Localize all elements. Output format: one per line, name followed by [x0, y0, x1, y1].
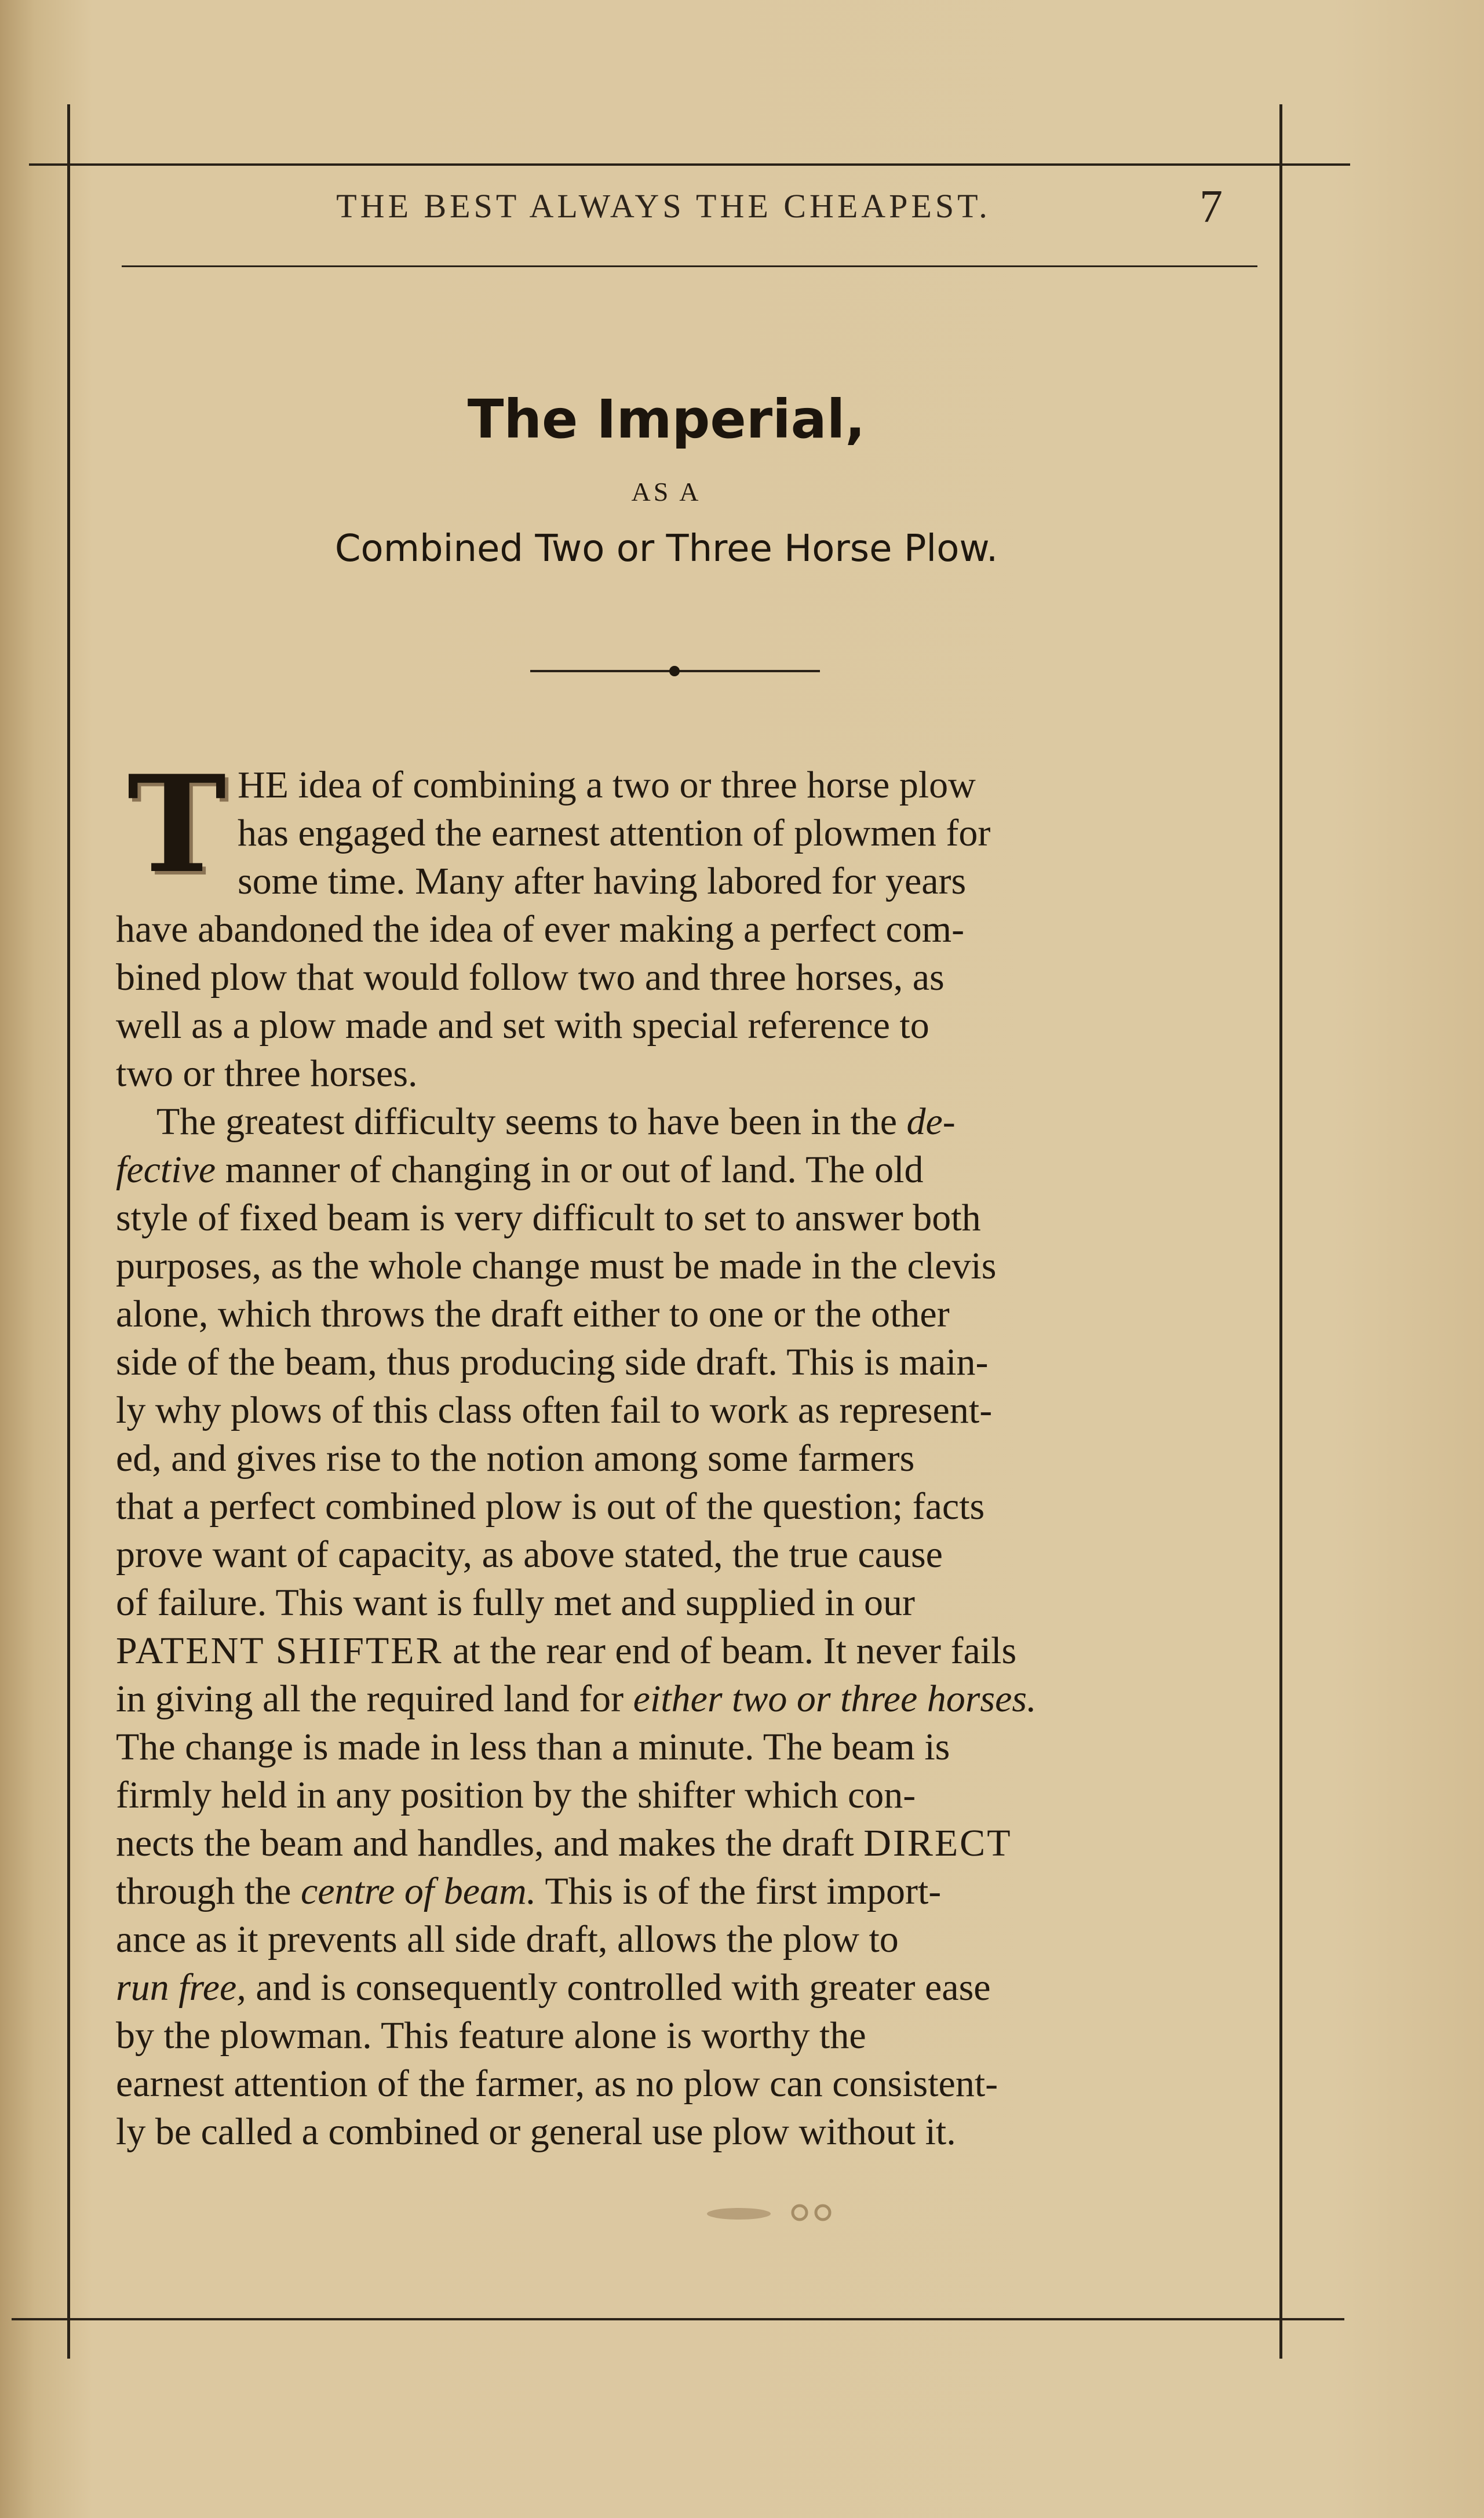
body-line: nects the beam and handles, and makes the draft DIRECT: [116, 1822, 1012, 1864]
body-line: in giving all the required land for either two or three horses.: [116, 1678, 1037, 1720]
body-line: earnest attention of the farmer, as no plow can consistent-: [116, 2062, 998, 2105]
body-line: ance as it prevents all side draft, allows the plow to: [116, 1918, 899, 1961]
body-line: two or three horses.: [116, 1052, 418, 1095]
title-connector: AS A: [631, 477, 702, 506]
body-line: that a perfect combined plow is out of the question; facts: [116, 1485, 985, 1528]
body-line: firmly held in any position by the shifter which con-: [116, 1774, 916, 1816]
top-border-rule: [29, 163, 1350, 166]
page-subtitle: Combined Two or Three Horse Plow.: [334, 527, 998, 570]
body-line: ly why plows of this class often fail to work as represent-: [116, 1389, 993, 1431]
title-ornament-rule: [530, 664, 820, 678]
running-head: THE BEST ALWAYS THE CHEAPEST.: [336, 187, 991, 225]
body-line: have abandoned the idea of ever making a perfect com-: [116, 908, 965, 950]
body-line: side of the beam, thus producing side draft. This is main-: [116, 1341, 989, 1383]
header-underline-rule: [122, 265, 1257, 267]
body-line: run free, and is consequently controlled with greater ease: [116, 1966, 991, 2009]
body-line: has engaged the earnest attention of plowmen for: [238, 812, 991, 854]
body-line: The change is made in less than a minute. The beam is: [116, 1726, 950, 1768]
body-line: style of fixed beam is very difficult to set to answer both: [116, 1197, 981, 1239]
body-line: by the plowman. This feature alone is worthy the: [116, 2014, 866, 2057]
right-border-rule: [1279, 104, 1282, 2359]
body-line: alone, which throws the draft either to one or the other: [116, 1293, 950, 1335]
page-number: 7: [1199, 181, 1223, 232]
body-line: HE idea of combining a two or three horse plow: [238, 764, 976, 806]
drop-cap: T: [127, 746, 227, 903]
body-line: PATENT SHIFTER at the rear end of beam. It never fails: [116, 1630, 1017, 1672]
body-line: ly be called a combined or general use plow without it.: [116, 2111, 956, 2153]
tailpiece-ornament-icon: [704, 2196, 855, 2231]
body-line: some time. Many after having labored for years: [238, 860, 967, 902]
body-line: prove want of capacity, as above stated, the true cause: [116, 1533, 943, 1576]
body-line: bined plow that would follow two and three horses, as: [116, 956, 945, 999]
body-line: fective manner of changing in or out of land. The old: [116, 1149, 924, 1191]
left-border-rule: [67, 104, 70, 2359]
body-line: through the centre of beam. This is of the first import-: [116, 1870, 942, 1912]
body-line: ed, and gives rise to the notion among some farmers: [116, 1437, 915, 1480]
body-line: purposes, as the whole change must be made in the clevis: [116, 1245, 997, 1287]
body-line: of failure. This want is fully met and supplied in our: [116, 1582, 916, 1624]
body-line: The greatest difficulty seems to have been in the de-: [156, 1101, 956, 1143]
body-line: well as a plow made and set with special reference to: [116, 1004, 929, 1047]
page-title: The Imperial,: [467, 388, 866, 450]
bottom-border-rule: [12, 2318, 1344, 2320]
